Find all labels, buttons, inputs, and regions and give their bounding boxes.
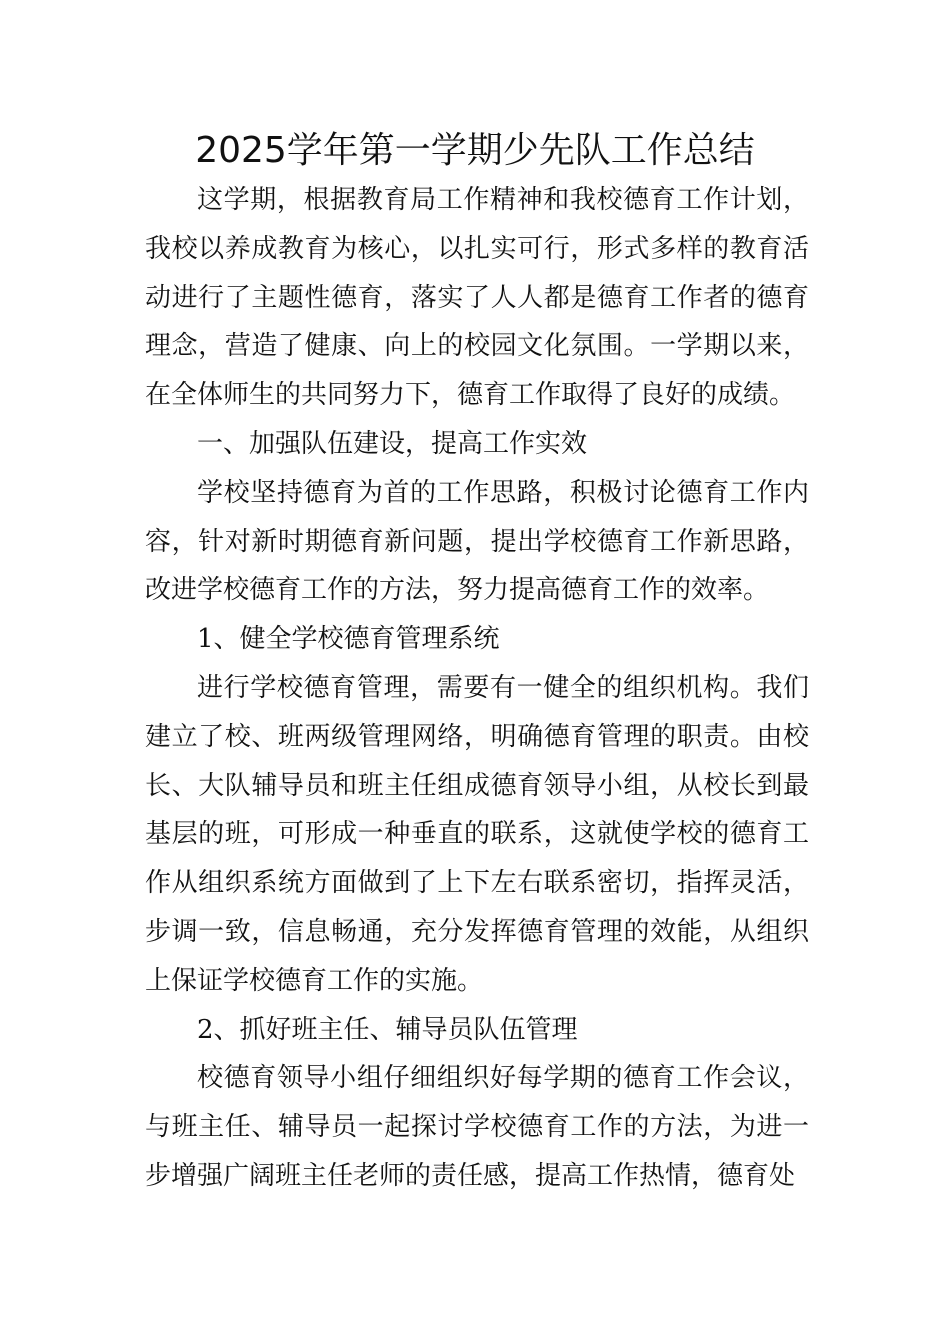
paragraph-subsection-2: 校德育领导小组仔细组织好每学期的德育工作会议，与班主任、辅导员一起探讨学校德育工作的方法，为进一步增强广阔班主任老师的责任感，提高工作热情，德育处: [145, 1063, 809, 1191]
document-title: 2025学年第一学期少先队工作总结: [195, 130, 755, 171]
paragraph-intro: 这学期，根据教育局工作精神和我校德育工作计划，我校以养成教育为核心，以扎实可行，形式多样的教育活动进行了主题性德育，落实了人人都是德育工作者的德育理念，营造了健康、向上的校园文化氛围。一学期以来，在全体师生的共同努力下，德育工作取得了良好的成绩。: [145, 185, 809, 411]
paragraph-section-1: 学校坚持德育为首的工作思路，积极讨论德育工作内容，针对新时期德育新问题，提出学校德育工作新思路，改进学校德育工作的方法，努力提高德育工作的效率。: [145, 477, 809, 606]
section-heading-1: 一、加强队伍建设，提高工作实效: [197, 428, 588, 459]
subsection-heading-2: 2、抓好班主任、辅导员队伍管理: [197, 1014, 578, 1045]
document-body: [145, 176, 809, 1201]
paragraph-subsection-1: 进行学校德育管理，需要有一健全的组织机构。我们建立了校、班两级管理网络，明确德育管理的职责。由校长、大队辅导员和班主任组成德育领导小组，从校长到最基层的班，可形成一种垂直的联系，这就使学校的德育工作从组织系统方面做到了上下左右联系密切，指挥灵活，步调一致，信息畅通，充分发挥德育管理的效能，从组织上保证学校德育工作的实施。: [145, 672, 809, 996]
subsection-heading-1: 1、健全学校德育管理系统: [197, 624, 500, 655]
